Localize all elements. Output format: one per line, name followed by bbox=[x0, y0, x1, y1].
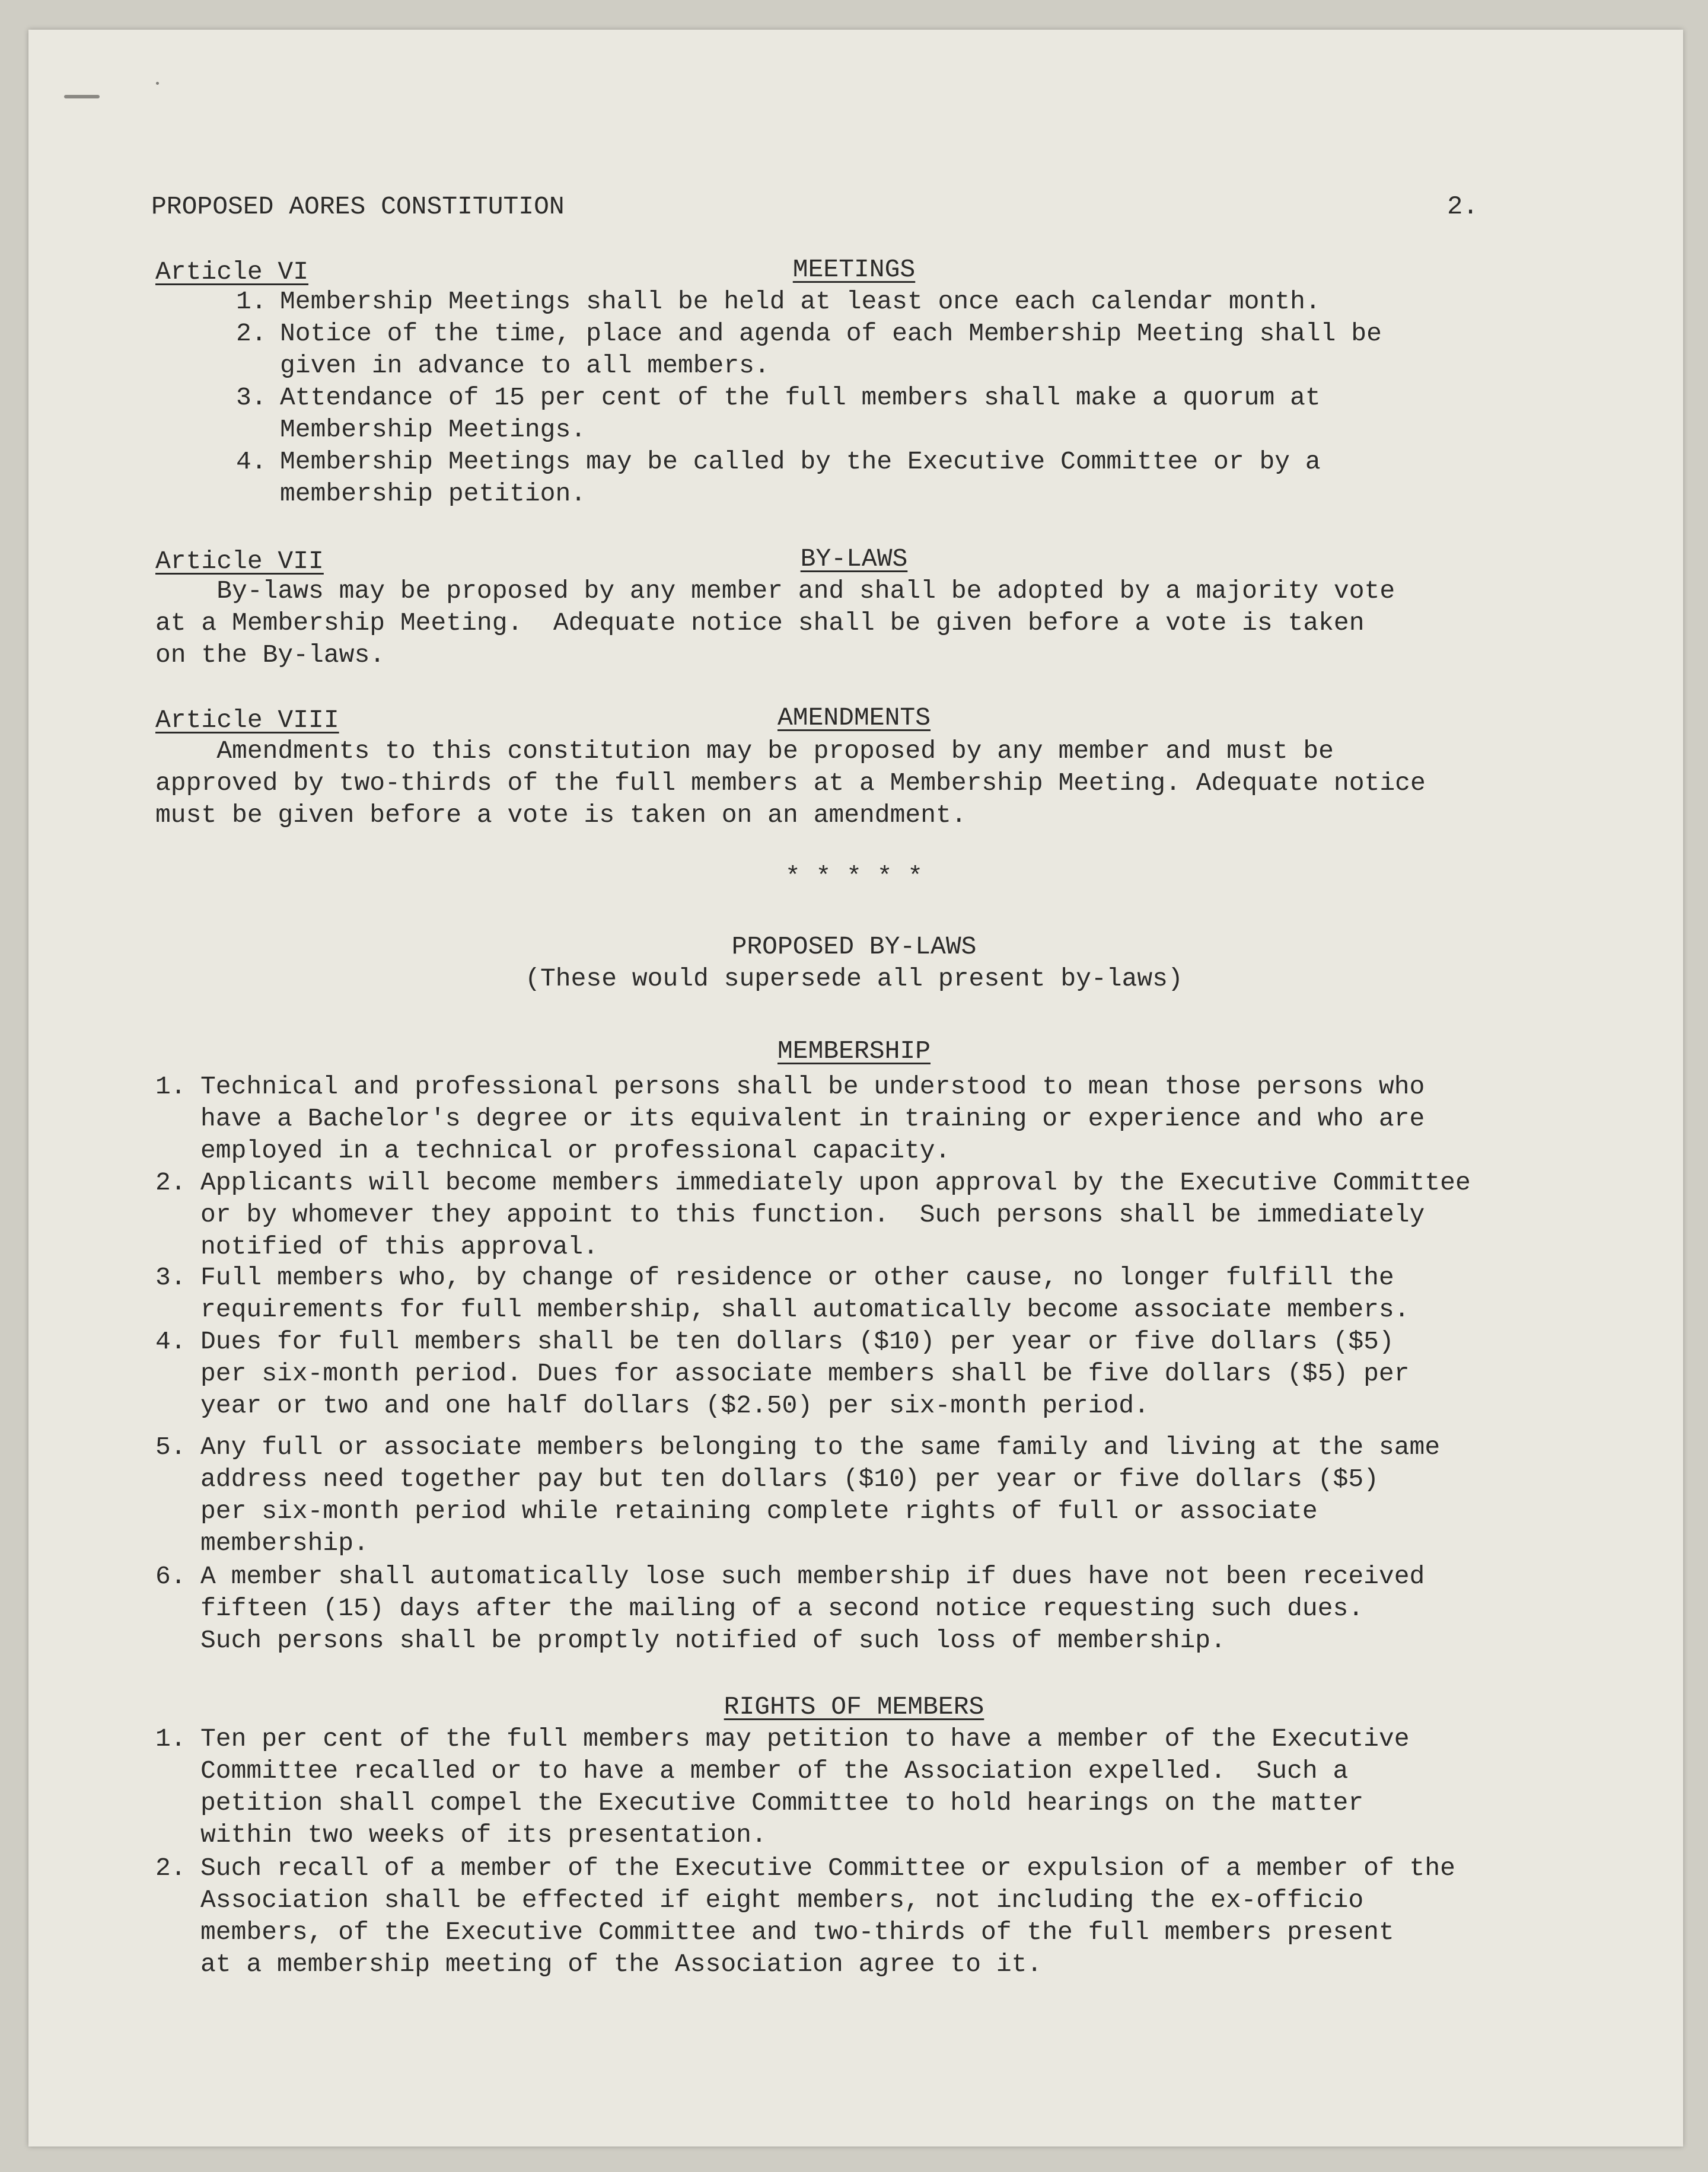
amendments-heading: AMENDMENTS bbox=[777, 703, 931, 732]
article-6-item-2-number: 2. bbox=[236, 319, 267, 348]
membership-item-3-number: 3. bbox=[155, 1263, 186, 1292]
article-6-item-1-number: 1. bbox=[236, 287, 267, 316]
article-6-heading bbox=[0, 254, 1708, 286]
membership-item-3-text: Full members who, by change of residence or other cause, no longer fulfill the requirements for full membership, shall automatically become associate members. bbox=[200, 1263, 1410, 1324]
article-7-body: By-laws may be proposed by any member and shall be adopted by a majority vote at a Membership Meeting. Adequate notice shall be given before a vote is taken on the By-laws. bbox=[155, 576, 1395, 669]
article-8-label: Article VIII bbox=[155, 706, 339, 735]
section-separator: * * * * * bbox=[785, 862, 923, 891]
membership-heading: MEMBERSHIP bbox=[777, 1036, 931, 1066]
page-number: 2. bbox=[1447, 192, 1478, 222]
article-6-item-3-number: 3. bbox=[236, 383, 267, 412]
rights-heading-row bbox=[0, 1691, 1708, 1723]
bylaws-heading: BY-LAWS bbox=[800, 544, 908, 573]
rights-heading: RIGHTS OF MEMBERS bbox=[724, 1692, 984, 1721]
article-6-item-4-text: Membership Meetings may be called by the Executive Committee or by a membership petition. bbox=[280, 447, 1321, 508]
article-6-label: Article VI bbox=[155, 257, 309, 286]
membership-heading-row bbox=[0, 1035, 1708, 1067]
article-6-item-3-text: Attendance of 15 per cent of the full members shall make a quorum at Membership Meetings. bbox=[280, 383, 1321, 444]
membership-item-1-number: 1. bbox=[155, 1072, 186, 1101]
rights-item-2-text: Such recall of a member of the Executive Committee or expulsion of a member of the Association shall be effected if eight members, not including the ex-officio members, of the Executive Committee and two-thirds of the full members present at a membership meeting of the Association agree to it. bbox=[200, 1854, 1455, 1979]
membership-item-6-number: 6. bbox=[155, 1562, 186, 1591]
membership-item-2-number: 2. bbox=[155, 1168, 186, 1197]
meetings-heading: MEETINGS bbox=[792, 255, 916, 284]
document-title: PROPOSED AORES CONSTITUTION bbox=[151, 192, 565, 221]
membership-item-4-text: Dues for full members shall be ten dollars ($10) per year or five dollars ($5) per six-month period. Dues for associate members shall be five dollars ($5) per year or two and one half dollars ($2.50) per six-month period. bbox=[200, 1327, 1410, 1420]
membership-item-2-text: Applicants will become members immediately upon approval by the Executive Committee or by whomever they appoint to this function. Such persons shall be immediately notified of this approval. bbox=[200, 1168, 1471, 1261]
article-6-item-1-text: Membership Meetings shall be held at least once each calendar month. bbox=[280, 287, 1321, 316]
membership-item-6-text: A member shall automatically lose such membership if dues have not been received fifteen (15) days after the mailing of a second notice requesting such dues. Such persons shall be promptly notified of such loss of membership. bbox=[200, 1562, 1425, 1655]
article-8-body: Amendments to this constitution may be proposed by any member and must be approved by two-thirds of the full members at a Membership Meeting. Adequate notice must be given before a vote is taken on an amendment. bbox=[155, 736, 1426, 830]
rights-item-2-number: 2. bbox=[155, 1854, 186, 1883]
ink-speck bbox=[156, 82, 159, 85]
membership-item-5-number: 5. bbox=[155, 1433, 186, 1462]
membership-item-5-text: Any full or associate members belonging to the same family and living at the same address need together pay but ten dollars ($10) per year or five dollars ($5) per six-month period while retaining complete rights of full or associate membership. bbox=[200, 1433, 1441, 1558]
ink-speck bbox=[64, 95, 100, 98]
article-6-item-4-number: 4. bbox=[236, 447, 267, 476]
article-7-label: Article VII bbox=[155, 547, 324, 576]
article-7-heading bbox=[0, 543, 1708, 575]
rights-item-1-text: Ten per cent of the full members may petition to have a member of the Executive Committee recalled or to have a member of the Association expelled. Such a petition shall compel the Executive Committee to hold hearings on the matter within two weeks of its presentation. bbox=[200, 1724, 1410, 1849]
bylaws-title: PROPOSED BY-LAWS bbox=[731, 932, 977, 961]
article-6-item-2-text: Notice of the time, place and agenda of each Membership Meeting shall be given in advance to all members. bbox=[280, 319, 1382, 380]
rights-item-1-number: 1. bbox=[155, 1724, 186, 1753]
article-8-heading bbox=[0, 702, 1708, 734]
membership-item-1-text: Technical and professional persons shall be understood to mean those persons who have a Bachelor's degree or its equivalent in training or experience and who are employed in a technical or professional capacity. bbox=[200, 1072, 1425, 1165]
membership-item-4-number: 4. bbox=[155, 1327, 186, 1356]
bylaws-subtitle: (These would supersede all present by-laws) bbox=[525, 964, 1183, 993]
